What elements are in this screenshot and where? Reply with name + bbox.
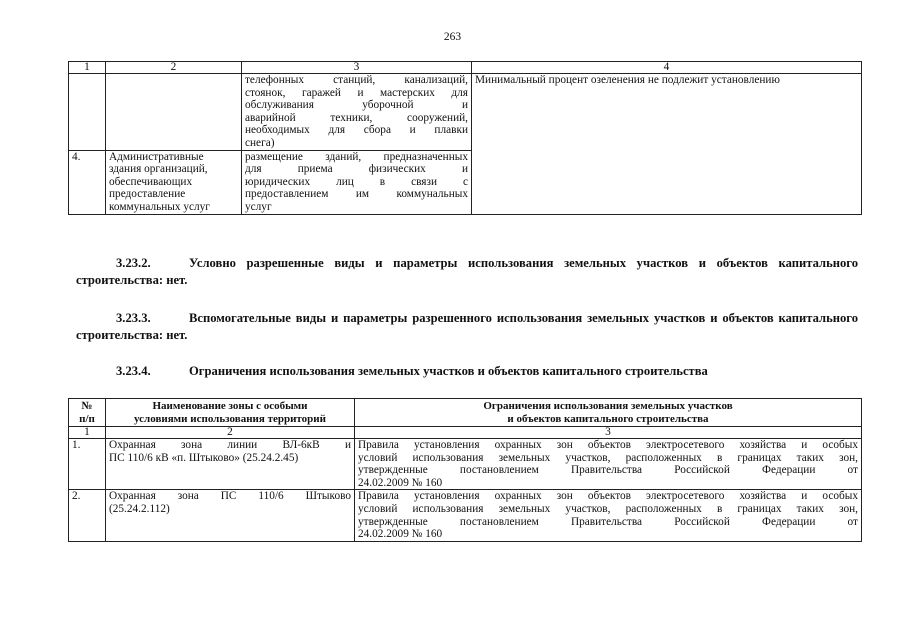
column-index: 4	[472, 62, 862, 74]
table-header-row	[69, 62, 862, 74]
restrictions-table	[68, 398, 862, 542]
column-header-number: № п/п	[69, 399, 106, 427]
column-header-zone: Наименование зоны с особыми условиями использования территорий	[106, 399, 355, 427]
column-index: 2	[106, 427, 355, 439]
table-row	[69, 439, 862, 490]
parameters-cell: Минимальный процент озеленения не подлежит установлению	[472, 74, 862, 215]
zone-name-cell: Охранная зона линии ВЛ-6кВ и ПС 110/6 кВ «п. Штыково» (25.24.2.45)	[106, 439, 355, 490]
row-number: 1.	[69, 439, 106, 490]
page-number: 263	[443, 31, 462, 43]
column-index: 3	[242, 62, 472, 74]
use-description-cell: телефонных станций, канализаций, стоянок, гаражей и мастерских для обслуживания уборочной и аварийной техники, сооружений, необходимых для сбора и плавки снега)	[242, 74, 472, 151]
row-number: 2.	[69, 490, 106, 541]
column-index: 1	[69, 62, 106, 74]
column-index: 3	[355, 427, 862, 439]
land-use-table-continued	[68, 61, 862, 215]
column-index-row	[69, 427, 862, 439]
section-heading-3-23-2: 3.23.2. Условно разрешенные виды и параметры использования земельных участков и объектов капитального строительства: нет.	[76, 256, 858, 287]
use-description-cell: размещение зданий, предназначенных для приема физических и юридических лиц в связи с предоставлением им коммунальных услуг	[242, 150, 472, 214]
section-heading-3-23-3: 3.23.3. Вспомогательные виды и параметры разрешенного использования земельных участков и объектов капитального строительства: нет.	[76, 311, 858, 342]
column-index: 1	[69, 427, 106, 439]
table-row	[69, 490, 862, 541]
restriction-cell: Правила установления охранных зон объектов электросетевого хозяйства и особых условий использования земельных участков, расположенных в границах таких зон, утвержденные постановлением Правительства Российской Федерации от 24.02.2009 № 160	[355, 439, 862, 490]
column-header-restrictions: Ограничения использования земельных участков и объектов капитального строительства	[355, 399, 862, 427]
restriction-cell: Правила установления охранных зон объектов электросетевого хозяйства и особых условий использования земельных участков, расположенных в границах таких зон, утвержденные постановлением Правительства Российской Федерации от 24.02.2009 № 160	[355, 490, 862, 541]
column-index: 2	[106, 62, 242, 74]
zone-name-cell: Охранная зона ПС 110/6 Штыково (25.24.2.112)	[106, 490, 355, 541]
use-name-cell: Административные здания организаций, обеспечивающих предоставление коммунальных услуг	[106, 150, 242, 214]
row-number: 4.	[69, 150, 106, 214]
section-heading-3-23-4: 3.23.4. Ограничения использования земельных участков и объектов капитального строительства	[116, 364, 708, 378]
table-header-row	[69, 399, 862, 427]
table-row	[69, 74, 862, 151]
